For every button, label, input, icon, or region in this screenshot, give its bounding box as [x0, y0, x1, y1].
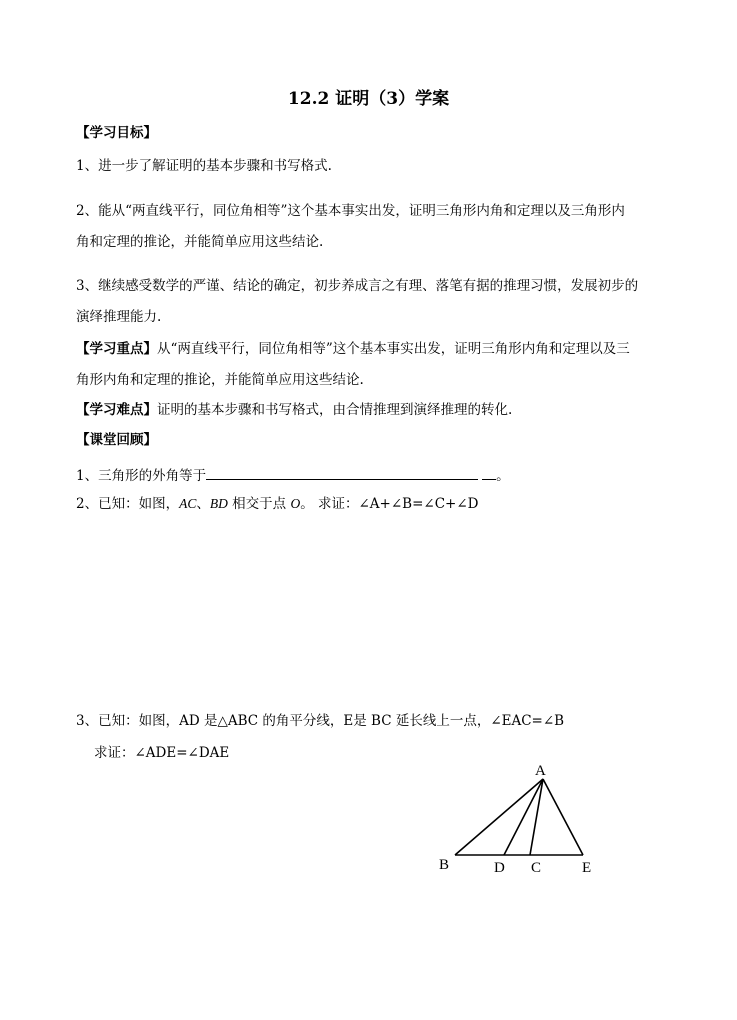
label-d: D: [494, 860, 505, 876]
review-question-3-line-1: 3、已知：如图，AD 是△ABC 的角平分线，E是 BC 延长线上一点，∠EAC=∠B: [76, 713, 565, 729]
difficulty-text: 证明的基本步骤和书写格式，由合情推理到演绎推理的转化.: [157, 402, 513, 418]
question-2-separator: 、: [196, 496, 210, 512]
goal-item-3-line-1: 3、继续感受数学的严谨、结论的确定，初步养成言之有理、落笔有据的推理习惯，发展初步的: [76, 278, 639, 294]
label-a: A: [535, 763, 546, 779]
answer-blank-tail: [482, 467, 496, 480]
review-heading: 【课堂回顾】: [76, 432, 157, 448]
key-point-line-2: 角形内角和定理的推论，并能简单应用这些结论.: [76, 372, 364, 388]
goals-heading: 【学习目标】: [76, 125, 157, 141]
goal-item-2-line-2: 角和定理的推论，并能简单应用这些结论.: [76, 234, 324, 250]
question-1-end: 。: [496, 468, 510, 484]
key-point-text-1: 从“两直线平行，同位角相等”这个基本事实出发，证明三角形内角和定理以及三: [157, 341, 630, 357]
segment-ac: AC: [179, 496, 197, 511]
review-question-1: [76, 467, 510, 484]
question-2-mid: 相交于点: [227, 496, 291, 512]
goal-item-1: 1、进一步了解证明的基本步骤和书写格式.: [76, 158, 332, 174]
page-title: 12.2 证明（3）学案: [287, 89, 450, 109]
label-e: E: [582, 860, 592, 876]
goal-item-3-line-2: 演绎推理能力.: [76, 309, 162, 325]
key-point-line-1: [76, 343, 630, 357]
point-o: O: [290, 496, 301, 511]
answer-blank[interactable]: [206, 467, 478, 480]
triangle-figure: [430, 758, 600, 878]
label-b: B: [439, 857, 450, 873]
segment-bd: BD: [209, 496, 228, 511]
question-2-rest: 。 求证：∠A+∠B=∠C+∠D: [300, 496, 479, 512]
difficulty-label: 【学习难点】: [76, 402, 157, 418]
goal-item-2-line-1: 2、能从“两直线平行，同位角相等”这个基本事实出发，证明三角形内角和定理以及三角形内: [76, 203, 625, 219]
review-question-2: [76, 497, 479, 512]
label-c: C: [531, 860, 542, 876]
question-2-prefix: 2、已知：如图，: [76, 496, 180, 512]
line-ab: [455, 779, 543, 855]
question-1-text: 1、三角形的外角等于: [76, 468, 207, 484]
difficulty-line: [76, 404, 512, 418]
line-ae: [543, 779, 583, 855]
key-point-label: 【学习重点】: [76, 341, 157, 357]
review-question-3-line-2: 求证：∠ADE=∠DAE: [94, 745, 230, 761]
